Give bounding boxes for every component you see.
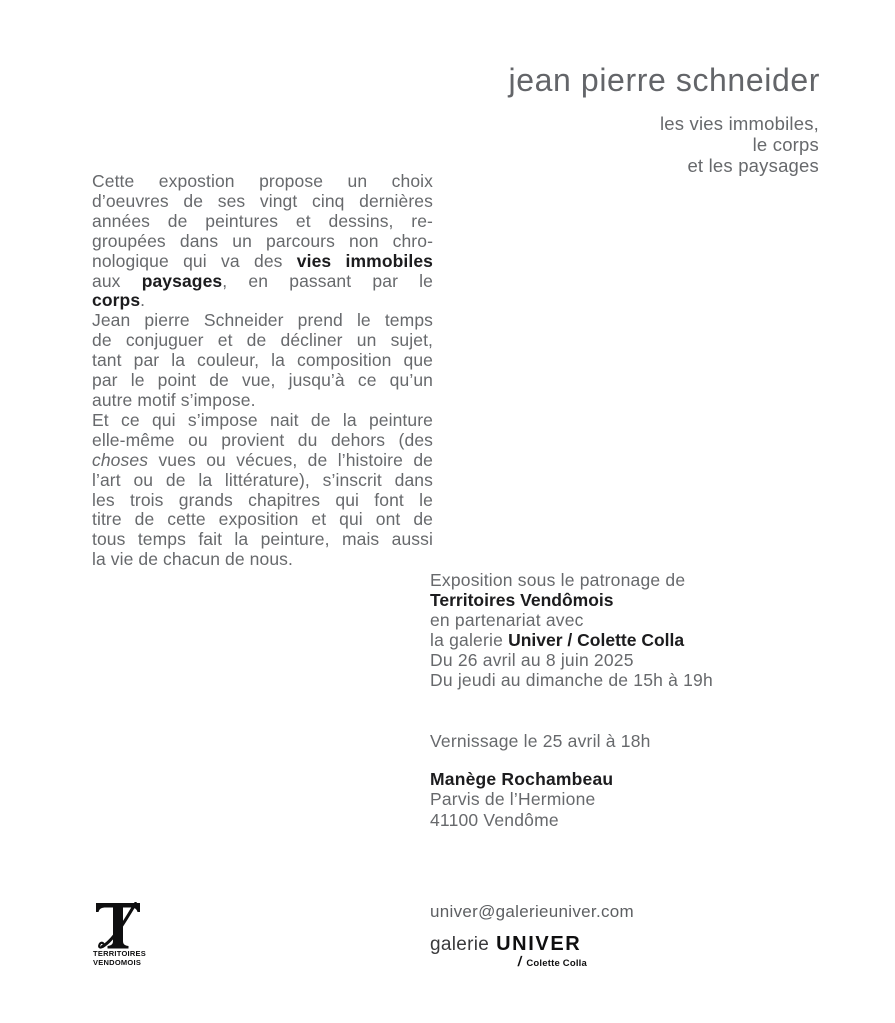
venue-address-line: Parvis de l’Hermione [430, 789, 596, 810]
body-text-line [92, 331, 433, 351]
text-segment: paysages [141, 270, 223, 291]
text-segment: choses [92, 449, 149, 470]
galerie-label: galerie [430, 934, 490, 955]
body-text-line [92, 471, 433, 491]
body-text-line [92, 391, 433, 411]
text-segment: vies immobiles [296, 250, 433, 271]
text-segment: l’art ou de la littérature), s’inscrit dans [92, 469, 433, 490]
body-text-line [92, 530, 433, 550]
exhibition-details [430, 570, 713, 690]
exhibition-description [92, 172, 433, 570]
subtitle-line: et les paysages [687, 155, 819, 176]
text-segment: en partenariat avec [430, 610, 584, 630]
text-segment: nologique qui va des [92, 250, 297, 271]
exhibition-details-line [430, 670, 713, 690]
exhibition-details-line [430, 570, 713, 590]
galerie-univer-logo [430, 933, 587, 971]
venue-address-line: 41100 Vendôme [430, 809, 559, 830]
vernissage-text: Vernissage le 25 avril à 18h [430, 731, 651, 751]
colette-colla-label: Colette Colla [526, 958, 588, 969]
body-text-line [92, 510, 433, 530]
text-segment: Territoires Vendômois [430, 590, 614, 610]
vendomois-label: VENDOMOIS [93, 957, 142, 967]
exhibition-details-line [430, 630, 713, 650]
text-segment: Jean pierre Schneider prend le temps [92, 310, 433, 331]
body-text-line [92, 550, 433, 570]
venue-name: Manège Rochambeau [430, 769, 614, 789]
territoires-label: TERRITOIRES [93, 949, 147, 958]
text-segment: la galerie [430, 630, 509, 650]
text-segment: la vie de chacun de nous. [92, 549, 293, 570]
text-segment: Univer / Colette Colla [508, 630, 685, 650]
text-segment: autre motif s’impose. [92, 389, 256, 410]
text-segment: Cette expostion propose un choix [92, 171, 433, 191]
text-segment: Exposition sous le patronage de [430, 570, 686, 590]
text-segment: aux [92, 270, 142, 291]
body-text-line [92, 291, 433, 311]
text-segment: corps [92, 290, 141, 311]
body-text-line [92, 272, 433, 292]
colette-colla-tagline [518, 953, 587, 971]
subtitle-line: le corps [752, 134, 819, 155]
text-segment: d’oeuvres de ses vingt cinq dernières [92, 190, 433, 211]
text-segment: Du 26 avril au 8 juin 2025 [430, 650, 634, 670]
text-segment: titre de cette exposition et qui ont de [92, 509, 433, 530]
body-text-line [92, 431, 433, 451]
exhibition-subtitle [660, 113, 819, 176]
text-segment: tant par la couleur, la composition que [92, 350, 433, 371]
body-text-line [92, 311, 433, 331]
page-title: jean pierre schneider [508, 62, 820, 98]
body-text-line [92, 252, 433, 272]
text-segment: Du jeudi au dimanche de 15h à 19h [430, 670, 713, 690]
text-segment: les trois grands chapitres qui font le [92, 489, 433, 510]
text-segment: tous temps fait la peinture, mais aussi [92, 529, 433, 550]
body-text-line [92, 411, 433, 431]
text-segment: elle-même ou provient du dehors (des [92, 429, 433, 450]
slash-icon: / [516, 953, 524, 969]
body-text-line [92, 232, 433, 252]
territoires-vendomois-logo [93, 902, 169, 967]
text-segment: de conjuguer et de décliner un sujet, [92, 330, 433, 351]
text-segment: Et ce qui s’impose nait de la peinture [92, 409, 433, 430]
body-text-line [92, 371, 433, 391]
contact-email: univer@galerieuniver.com [430, 902, 634, 921]
univer-wordmark: UNIVER [496, 933, 582, 955]
text-segment: vues ou vécues, de l’histoire de [148, 449, 433, 470]
exhibition-details-line [430, 590, 713, 610]
body-text-line [92, 212, 433, 232]
exhibition-details-line [430, 650, 713, 670]
body-text-line [92, 491, 433, 511]
body-text-line [92, 451, 433, 471]
subtitle-line: les vies immobiles, [659, 113, 819, 134]
body-text-line [92, 172, 433, 192]
text-segment: . [140, 290, 146, 311]
text-segment: groupées dans un parcours non chro- [92, 230, 433, 251]
text-segment: , en passant par le [222, 270, 433, 291]
body-text-line [92, 351, 433, 371]
text-segment: par le point de vue, jusqu’à ce qu’un [92, 370, 433, 391]
territoires-t-swoosh-icon [93, 902, 147, 950]
text-segment: années de peintures et dessins, re- [92, 210, 433, 231]
exhibition-details-line [430, 610, 713, 630]
body-text-line [92, 192, 433, 212]
venue-block [430, 769, 613, 830]
